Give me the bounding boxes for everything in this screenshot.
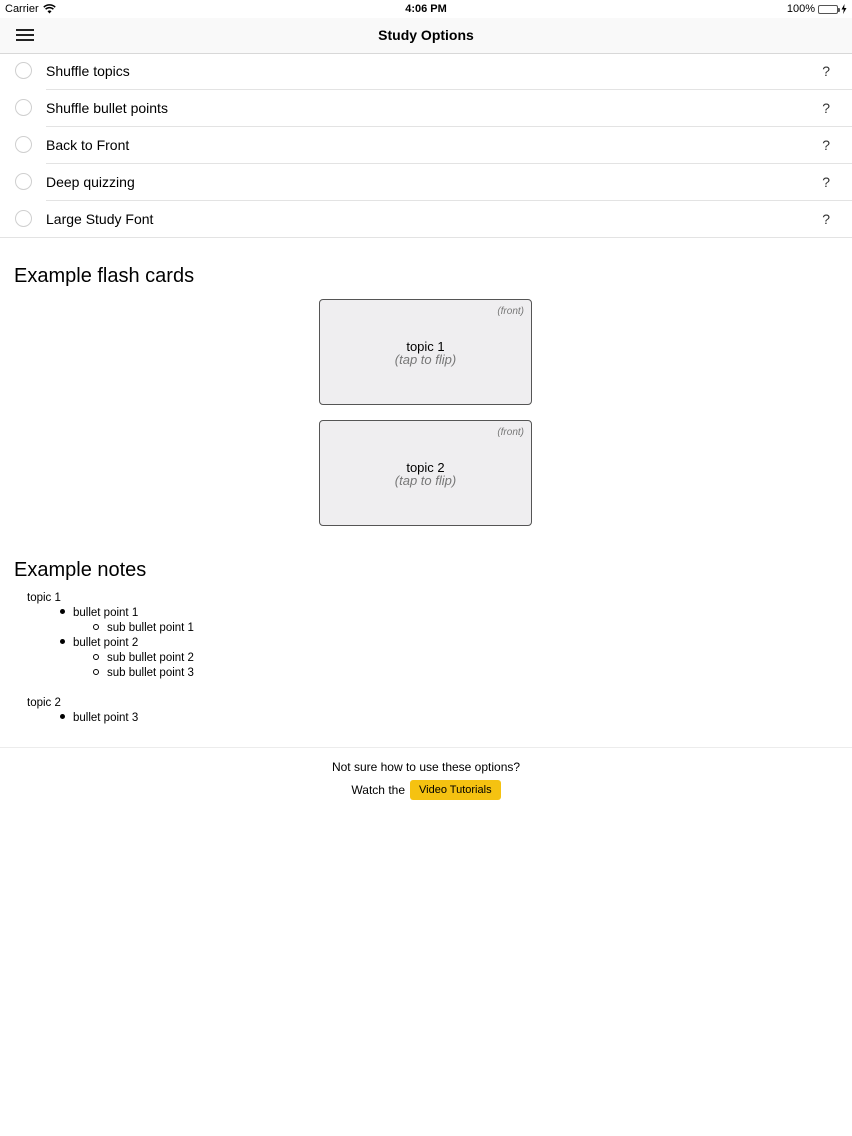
footer xyxy=(0,760,852,800)
card-side-label: (front) xyxy=(497,306,524,317)
note-bullet xyxy=(60,607,138,619)
option-label: Shuffle bullet points xyxy=(46,100,168,116)
note-bullet-text: bullet point 1 xyxy=(73,607,139,619)
help-question: Not sure how to use these options? xyxy=(331,760,521,774)
radio-button[interactable] xyxy=(15,210,32,227)
navigation-bar xyxy=(0,18,852,54)
note-bullet xyxy=(60,712,138,724)
flash-card[interactable] xyxy=(319,299,532,405)
note-topic-text: topic 1 xyxy=(27,592,61,604)
option-deep-quizzing[interactable] xyxy=(0,164,852,201)
card-side-label: (front) xyxy=(497,427,524,438)
notes-heading: Example notes xyxy=(14,559,147,581)
radio-button[interactable] xyxy=(15,136,32,153)
note-topic xyxy=(27,697,61,709)
help-button[interactable]: ? xyxy=(822,137,830,153)
watch-row xyxy=(0,780,852,800)
flash-card[interactable] xyxy=(319,420,532,526)
option-large-study-font[interactable] xyxy=(0,201,852,238)
card-flip-hint: (tap to flip) xyxy=(394,473,457,488)
radio-button[interactable] xyxy=(15,62,32,79)
help-button[interactable]: ? xyxy=(822,174,830,190)
card-topic: topic 2 xyxy=(406,460,445,475)
battery-icon xyxy=(818,5,838,14)
status-bar xyxy=(0,0,852,18)
flash-cards-heading: Example flash cards xyxy=(14,265,195,287)
note-sub-bullet xyxy=(93,652,194,664)
note-sub-bullet xyxy=(93,622,194,634)
help-button[interactable]: ? xyxy=(822,211,830,227)
battery-percent: 100% xyxy=(786,3,815,15)
note-topic xyxy=(27,592,61,604)
note-sub-bullet-text: sub bullet point 1 xyxy=(107,622,194,634)
watch-prefix: Watch the xyxy=(351,783,405,797)
option-back-to-front[interactable] xyxy=(0,127,852,164)
note-bullet-text: bullet point 2 xyxy=(73,637,139,649)
note-bullet xyxy=(60,637,138,649)
note-sub-bullet-text: sub bullet point 2 xyxy=(107,652,194,664)
battery-area xyxy=(787,3,847,15)
note-sub-bullet-text: sub bullet point 3 xyxy=(107,667,194,679)
option-label: Large Study Font xyxy=(46,211,154,227)
option-label: Deep quizzing xyxy=(46,174,135,190)
option-label: Back to Front xyxy=(46,137,130,153)
help-button[interactable]: ? xyxy=(822,63,830,79)
help-button[interactable]: ? xyxy=(822,100,830,116)
radio-button[interactable] xyxy=(15,173,32,190)
status-time: 4:06 PM xyxy=(405,3,447,15)
option-label: Shuffle topics xyxy=(46,63,130,79)
note-bullet-text: bullet point 3 xyxy=(73,712,139,724)
card-topic: topic 1 xyxy=(406,339,445,354)
carrier-label: Carrier xyxy=(5,3,39,15)
study-options-list xyxy=(0,53,852,238)
option-shuffle-bullet-points[interactable] xyxy=(0,90,852,127)
video-tutorials-button[interactable]: Video Tutorials xyxy=(410,780,501,800)
note-sub-bullet xyxy=(93,667,194,679)
footer-divider xyxy=(0,747,852,748)
note-topic-text: topic 2 xyxy=(27,697,61,709)
card-flip-hint: (tap to flip) xyxy=(394,352,457,367)
radio-button[interactable] xyxy=(15,99,32,116)
page-title: Study Options xyxy=(378,27,474,43)
option-shuffle-topics[interactable] xyxy=(0,53,852,90)
charging-bolt-icon xyxy=(841,4,847,14)
